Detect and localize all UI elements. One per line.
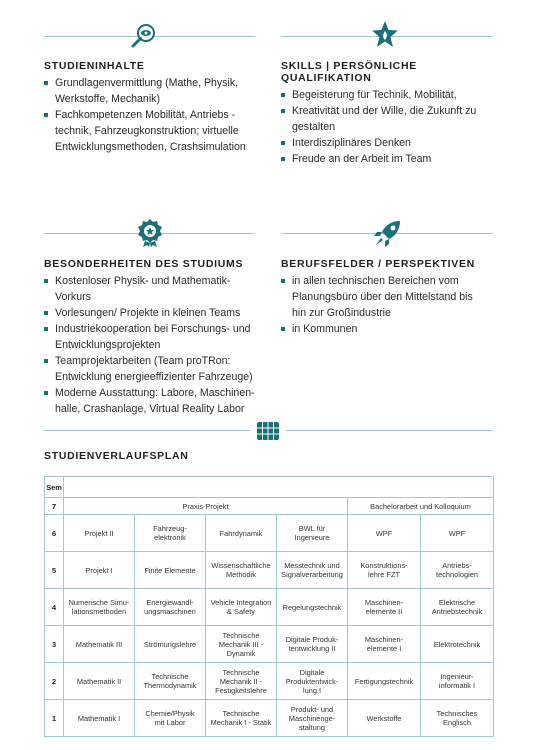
table-row [45, 552, 494, 589]
module-cell: Mathematik II [64, 663, 135, 700]
module-cell: Technische Mechanik II - Festigkeitslehre [206, 663, 277, 700]
list-item-continuation: Entwicklung energieeffizienter Fahrzeuge) [55, 371, 253, 383]
section-title: SKILLS | PERSÖNLICHE QUALIFIKATION [281, 60, 417, 84]
list-item: Vorlesungen/ Projekte in kleinen Teams [44, 305, 274, 321]
module-cell: WPF [348, 515, 421, 552]
header-empty-cell [64, 477, 494, 498]
section-title: BESONDERHEITEN DES STUDIUMS [44, 258, 244, 270]
list-item: Fachkompetenzen Mobilität, Antriebs - [44, 107, 269, 123]
table-row [45, 700, 494, 737]
list-item-continuation: Werkstoffe, Mechanik) [55, 93, 160, 105]
study-plan-table [44, 476, 494, 737]
module-cell: Technisches Englisch [421, 700, 494, 737]
table-row [45, 589, 494, 626]
module-cell: Digitale Produk- tentwicklung II [277, 626, 348, 663]
bachelor-cell: Bachelorarbeit und Kolloquium [348, 498, 494, 515]
praxis-projekt-cell: Praxis-Projekt [64, 498, 348, 515]
module-cell: Technische Thermodynamik [135, 663, 206, 700]
list-item: Teamprojektarbeiten (Team proTRon: [44, 353, 274, 369]
list-item: Kreativität und der Wille, die Zukunft zu [281, 103, 506, 119]
sem-cell: 5 [45, 552, 64, 589]
list-item: in allen technischen Bereichen vom [281, 273, 506, 289]
list-item: in Kommunen [281, 321, 506, 337]
module-cell: Elektrische Antriebstechnik [421, 589, 494, 626]
award-badge-icon [135, 218, 165, 248]
module-cell: Technische Mechanik I - Statik [206, 700, 277, 737]
module-cell: Fertigungstechnik [348, 663, 421, 700]
list-item: Industriekooperation bei Forschungs- und [44, 321, 274, 337]
divider-plan-right [286, 430, 493, 431]
module-cell: Technische Mechanik III - Dynamik [206, 626, 277, 663]
table-header-row [45, 477, 494, 498]
table-row [45, 515, 494, 552]
module-cell: Produkt- und Maschinenge- staltung [277, 700, 348, 737]
list-item-continuation: Entwicklungsmethoden, Crashsimulation [55, 141, 246, 153]
module-cell: Projekt I [64, 552, 135, 589]
list-item: Grundlagenvermittlung (Mathe, Physik, [44, 75, 269, 91]
module-cell: Numerische Simu- lationsmethoden [64, 589, 135, 626]
section-list [281, 87, 506, 167]
list-item-continuation: hin zur Großindustrie [292, 307, 391, 319]
table-row [45, 498, 494, 515]
module-cell: Energiewandl- ungsmaschinen [135, 589, 206, 626]
sem-header-cell: Sem [45, 477, 64, 498]
section-besonderheiten [44, 258, 274, 417]
list-item: Moderne Ausstattung: Labore, Maschinen- [44, 385, 274, 401]
module-cell: Digitale Produktentwick- lung I [277, 663, 348, 700]
module-cell: BWL für Ingenieure [277, 515, 348, 552]
table-row [45, 663, 494, 700]
module-cell: Werkstoffe [348, 700, 421, 737]
sem-cell: 1 [45, 700, 64, 737]
plan-title: STUDIENVERLAUFSPLAN [44, 450, 189, 462]
sem-cell: 6 [45, 515, 64, 552]
section-title: STUDIENINHALTE [44, 60, 145, 72]
section-studieninhalte [44, 60, 269, 155]
module-cell: Vehicle Integration & Safety [206, 589, 277, 626]
module-cell: Mathematik III [64, 626, 135, 663]
sem-cell: 2 [45, 663, 64, 700]
section-list [44, 273, 274, 417]
section-berufsfelder [281, 258, 506, 337]
module-cell: Antriebs- technologien [421, 552, 494, 589]
grid-table-icon [253, 416, 283, 446]
module-cell: Regelungstechnik [277, 589, 348, 626]
module-cell: Chemie/Physik mit Labor [135, 700, 206, 737]
list-item: Freude an der Arbeit im Team [281, 151, 506, 167]
list-item-continuation: Entwicklungsprojekten [55, 339, 161, 351]
section-title: BERUFSFELDER / PERSPEKTIVEN [281, 258, 475, 270]
module-cell: Projekt II [64, 515, 135, 552]
module-cell: Mathematik I [64, 700, 135, 737]
module-cell: Fahrzeug- elektronik [135, 515, 206, 552]
module-cell: Maschinen- elemente I [348, 626, 421, 663]
module-cell: Strömungslehre [135, 626, 206, 663]
module-cell: Messtechnik und Signalverarbeitung [277, 552, 348, 589]
module-cell: Konstruktions- lehre FZT [348, 552, 421, 589]
list-item-continuation: gestalten [292, 121, 335, 133]
module-cell: Elektrotechnik [421, 626, 494, 663]
module-cell: WPF [421, 515, 494, 552]
list-item-continuation: halle, Crashanlage, Virtual Reality Labor [55, 403, 245, 415]
divider-plan-left [44, 430, 250, 431]
section-list [281, 273, 506, 337]
list-item-continuation: Planungsbüro über den Mittelstand bis [292, 291, 473, 303]
section-list [44, 75, 269, 155]
sem-cell: 4 [45, 589, 64, 626]
star-flame-icon [370, 20, 400, 50]
module-cell: Maschinen- elemente II [348, 589, 421, 626]
list-item: Interdisziplinäres Denken [281, 135, 506, 151]
list-item: Kostenloser Physik- und Mathematik- [44, 273, 274, 289]
module-cell: Wissenschaftliche Methodik [206, 552, 277, 589]
list-item: Begeisterung für Technik, Mobilität, [281, 87, 506, 103]
section-skills [281, 60, 506, 167]
module-cell: Ingenieur- informatik I [421, 663, 494, 700]
module-cell: Fahrdynamik [206, 515, 277, 552]
list-item-continuation: technik, Fahrzeugkonstruktion; virtuelle [55, 125, 239, 137]
sem-cell: 3 [45, 626, 64, 663]
list-item-continuation: Vorkurs [55, 291, 91, 303]
magnifier-eye-icon [128, 21, 158, 51]
table-row [45, 626, 494, 663]
sem-cell: 7 [45, 498, 64, 515]
module-cell: Finite Elemente [135, 552, 206, 589]
rocket-icon [372, 219, 402, 249]
